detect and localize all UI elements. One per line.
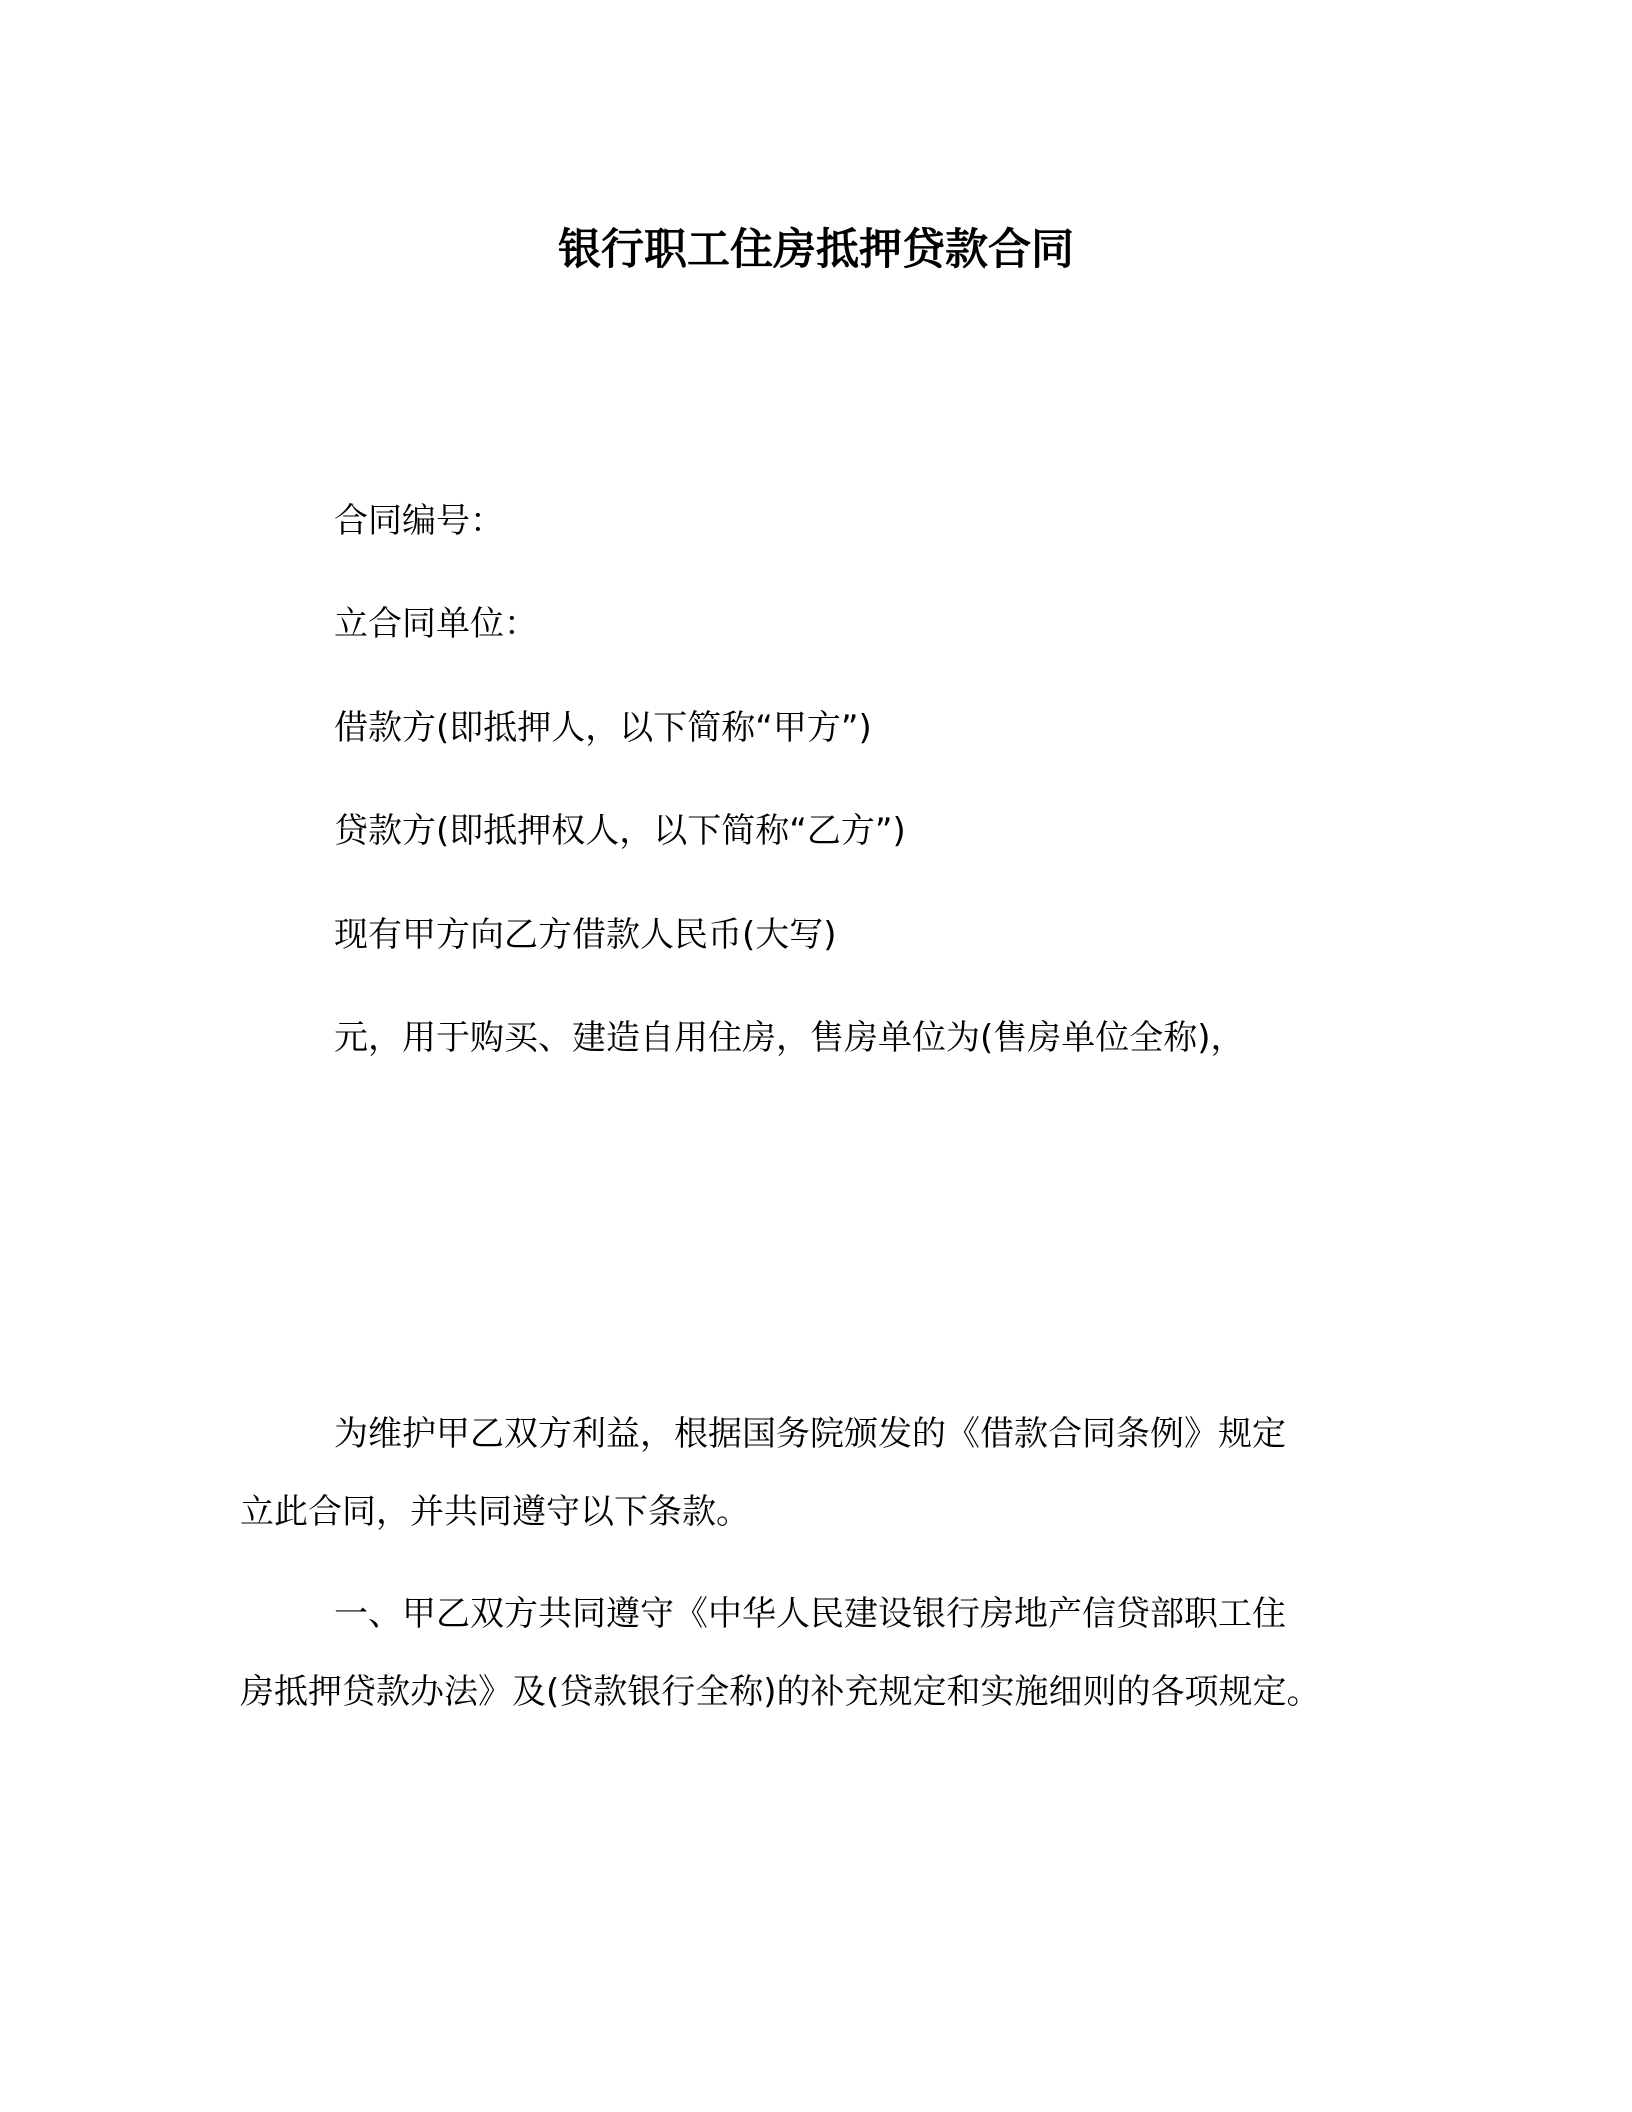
document-title: 银行职工住房抵押贷款合同 xyxy=(558,225,1074,275)
paragraph-1-line-1: 为维护甲乙双方利益，根据国务院颁发的《借款合同条例》规定 xyxy=(334,1414,1286,1454)
paragraph-2-line-1: 一、甲乙双方共同遵守《中华人民建设银行房地产信贷部职工住 xyxy=(334,1594,1286,1634)
lender-line: 贷款方(即抵押权人，以下简称“乙方”) xyxy=(334,811,906,851)
loan-amount-line: 现有甲方向乙方借款人民币(大写) xyxy=(334,915,837,955)
loan-purpose-line: 元，用于购买、建造自用住房，售房单位为(售房单位全称)， xyxy=(334,1018,1245,1058)
paragraph-1-line-2: 立此合同，并共同遵守以下条款。 xyxy=(240,1492,750,1532)
contracting-parties-label: 立合同单位： xyxy=(334,604,538,644)
contract-number-label: 合同编号： xyxy=(334,501,504,541)
paragraph-2-line-2: 房抵押贷款办法》及(贷款银行全称)的补充规定和实施细则的各项规定。 xyxy=(240,1672,1321,1712)
borrower-line: 借款方(即抵押人，以下简称“甲方”) xyxy=(334,708,872,748)
